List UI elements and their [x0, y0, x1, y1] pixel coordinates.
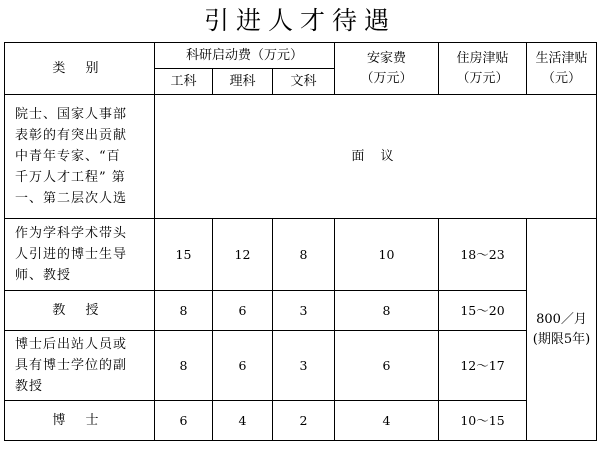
header-living-allowance — [527, 43, 597, 95]
settle-value: 10 — [335, 219, 439, 291]
engineering-value: 8 — [155, 331, 213, 401]
liberal-value: 3 — [273, 291, 335, 331]
page-title: 引进人才待遇 — [203, 6, 396, 35]
table-row — [5, 331, 597, 401]
header-settle-line1: 安家费 — [366, 50, 406, 66]
living-allowance-period: (期限5年) — [532, 331, 591, 347]
header-startup-fund: 科研启动费（万元） — [155, 43, 335, 69]
header-settle-fee — [335, 43, 439, 95]
header-row-1 — [5, 43, 597, 69]
header-engineering: 工科 — [155, 69, 213, 95]
category-line: 院士、国家人事部 — [15, 107, 128, 122]
header-liberal-arts: 文科 — [273, 69, 335, 95]
header-settle-line2: （万元） — [360, 70, 413, 86]
category-line: 师、教授 — [15, 268, 72, 283]
category-line: 表彰的有突出贡献 — [15, 128, 128, 143]
engineering-value: 8 — [155, 291, 213, 331]
liberal-value: 2 — [273, 401, 335, 441]
engineering-value: 6 — [155, 401, 213, 441]
category-line: 教授 — [15, 379, 44, 394]
row-category: 博 士 — [5, 401, 155, 441]
liberal-value: 8 — [273, 219, 335, 291]
liberal-value: 3 — [273, 331, 335, 401]
housing-value: 18～23 — [439, 219, 527, 291]
science-value: 4 — [213, 401, 273, 441]
header-housing-line1: 住房津贴 — [456, 50, 509, 66]
header-living-line1: 生活津贴 — [535, 50, 588, 66]
settle-value: 6 — [335, 331, 439, 401]
category-line: 千万人才工程” 第 — [15, 170, 126, 185]
row-category — [5, 219, 155, 291]
settle-value: 4 — [335, 401, 439, 441]
category-line: 一、第二层次人选 — [15, 191, 128, 206]
table-row — [5, 291, 597, 331]
header-science: 理科 — [213, 69, 273, 95]
header-living-line2: （元） — [541, 70, 581, 86]
living-allowance-cell — [527, 219, 597, 441]
category-line: 具有博士学位的副 — [15, 358, 128, 373]
table-row — [5, 95, 597, 219]
settle-value: 8 — [335, 291, 439, 331]
housing-value: 15～20 — [439, 291, 527, 331]
category-line: 博士后出站人员或 — [15, 337, 128, 352]
header-category: 类 别 — [5, 43, 155, 95]
science-value: 6 — [213, 291, 273, 331]
category-line: 中青年专家、“百 — [15, 149, 121, 164]
housing-value: 12～17 — [439, 331, 527, 401]
engineering-value: 15 — [155, 219, 213, 291]
housing-value: 10～15 — [439, 401, 527, 441]
header-housing-allowance — [439, 43, 527, 95]
table-row — [5, 401, 597, 441]
living-allowance-amount: 800／月 — [536, 311, 587, 327]
header-housing-line2: （万元） — [456, 70, 509, 86]
talent-benefits-table — [4, 42, 597, 441]
row-category — [5, 95, 155, 219]
category-line: 作为学科学术带头 — [15, 226, 128, 241]
row-category: 教 授 — [5, 291, 155, 331]
negotiable-cell: 面 议 — [155, 95, 597, 219]
category-line: 人引进的博士生导 — [15, 247, 128, 262]
science-value: 6 — [213, 331, 273, 401]
row-category — [5, 331, 155, 401]
table-row — [5, 219, 597, 291]
science-value: 12 — [213, 219, 273, 291]
